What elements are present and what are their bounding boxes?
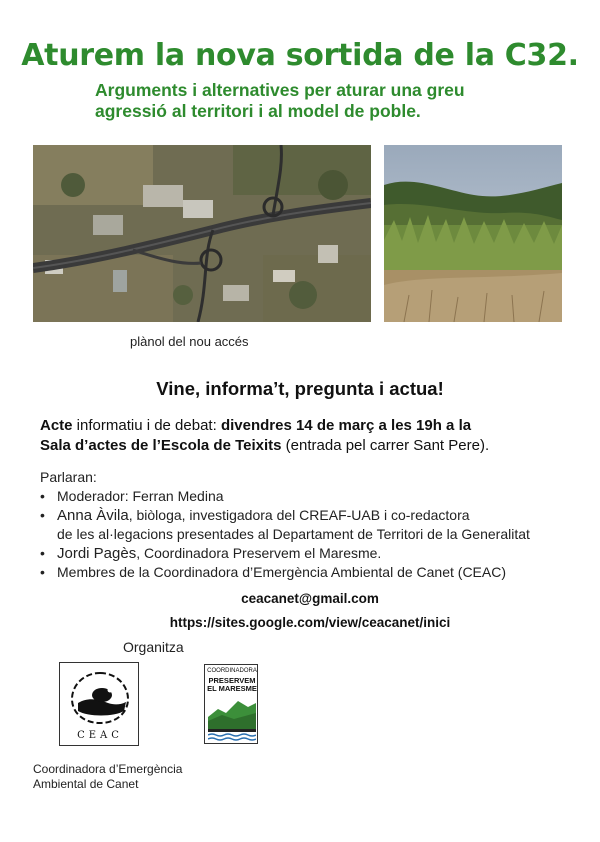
aerial-map-photo [33, 145, 371, 322]
event-label: Acte [40, 417, 73, 434]
landscape-photo [384, 145, 562, 322]
speaker-text: Moderador: Ferran Medina [57, 488, 224, 504]
speaker-name: Anna Àvila [57, 507, 129, 524]
page-subtitle [95, 80, 535, 122]
organizers-label: Organitza [123, 639, 184, 655]
speakers-title: Parlaran: [40, 469, 97, 485]
pm-line-2: PRESERVEM [208, 676, 256, 685]
ceac-name-line-1: Coordinadora d’Emergència [33, 762, 183, 776]
event-line-2 [40, 436, 580, 456]
ceac-logo [59, 662, 139, 746]
landscape-image [384, 145, 562, 322]
page-title: Aturem la nova sortida de la C32. [21, 38, 579, 73]
speaker-item [40, 563, 590, 582]
speaker-text: Membres de la Coordinadora d’Emergència Ambiental de Canet (CEAC) [57, 564, 506, 580]
event-line-1 [40, 416, 580, 436]
pm-line-3: EL MARESME [207, 684, 257, 693]
mountain-sea-icon [208, 695, 256, 741]
event-description: informatiu i de debat: [72, 417, 221, 434]
ceac-letters: CEAC [77, 730, 123, 741]
speaker-text: , Coordinadora Preservem el Maresme. [136, 545, 382, 561]
speaker-item [40, 487, 590, 506]
ceac-name-line-2: Ambiental de Canet [33, 777, 139, 791]
contact-url[interactable]: https://sites.google.com/view/ceacanet/inici [169, 615, 451, 630]
aerial-map-image [33, 145, 371, 322]
subtitle-line-1: Arguments i alternatives per aturar una greu [95, 80, 465, 100]
pm-line-1: COORDINADORA [207, 668, 257, 674]
ceac-full-name [33, 762, 182, 792]
speaker-name: Jordi Pagès [57, 545, 137, 562]
event-details [40, 416, 580, 456]
event-datetime: divendres 14 de març a les 19h a la [220, 417, 472, 434]
call-to-action: Vine, informa’t, pregunta i actua! [156, 378, 444, 399]
preservem-logo [204, 664, 258, 744]
speaker-text: , biòloga, investigadora del CREAF-UAB i co-redactora [128, 507, 470, 523]
speaker-item [40, 544, 590, 563]
ceac-emblem-icon [68, 669, 132, 727]
speakers-list [40, 487, 590, 582]
subtitle-line-2: agressió al territori i al model de poble. [95, 101, 421, 121]
speaker-item [40, 506, 590, 544]
contact-email[interactable]: ceacanet@gmail.com [241, 591, 379, 606]
event-venue: Sala d’actes de l’Escola de Teixits [40, 437, 282, 454]
speaker-continuation: de les al·legacions presentades al Departament de Territori de la Generalitat [57, 526, 530, 542]
event-venue-note: (entrada pel carrer Sant Pere). [281, 437, 490, 454]
map-caption: plànol del nou accés [130, 334, 249, 349]
